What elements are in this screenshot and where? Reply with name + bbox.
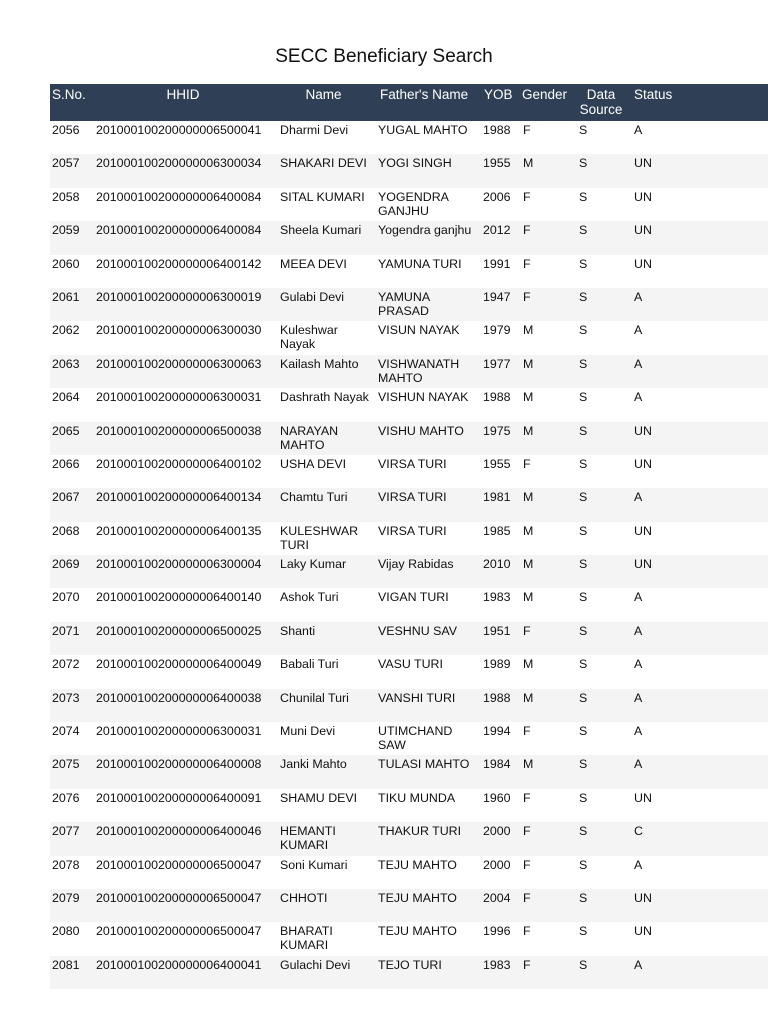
- cell-hhid: 201000100200000006500041: [96, 123, 262, 137]
- cell-name: SHAMU DEVI: [280, 790, 358, 805]
- cell-gender: M: [523, 657, 534, 672]
- cell-yob: 1984: [483, 757, 511, 772]
- cell-yob: 1955: [483, 456, 511, 471]
- cell-sno: 2079: [52, 890, 80, 905]
- cell-hhid: 201000100200000006300030: [96, 323, 262, 338]
- cell-sno: 2076: [52, 790, 80, 805]
- cell-gender: M: [523, 490, 534, 505]
- header-sno: S.No.: [52, 87, 86, 102]
- page-title: SECC Beneficiary Search: [275, 46, 493, 67]
- cell-data-source: S: [579, 223, 588, 238]
- table-row: [50, 522, 768, 555]
- cell-father-name: VIGAN TURI: [378, 590, 449, 605]
- cell-gender: M: [523, 590, 534, 605]
- cell-yob: 1975: [483, 423, 511, 438]
- table-row: [50, 655, 768, 688]
- cell-father-name: VIRSA TURI: [378, 456, 447, 471]
- table-row: [50, 188, 768, 221]
- cell-sno: 2067: [52, 490, 80, 505]
- cell-father-name: TEJO TURI: [378, 957, 442, 972]
- cell-hhid: 201000100200000006300031: [96, 390, 262, 405]
- cell-gender: F: [523, 289, 531, 304]
- cell-yob: 2000: [483, 857, 511, 872]
- cell-gender: F: [523, 890, 531, 905]
- cell-gender: M: [523, 156, 534, 171]
- cell-data-source: S: [579, 156, 588, 171]
- cell-status: A: [634, 757, 643, 772]
- cell-status: A: [634, 623, 643, 638]
- table-row: [50, 422, 768, 455]
- header-name: Name: [305, 87, 342, 102]
- cell-status: UN: [634, 890, 652, 905]
- cell-gender: F: [523, 456, 531, 471]
- cell-status: UN: [634, 189, 652, 204]
- header-hhid: HHID: [166, 87, 200, 102]
- cell-gender: F: [523, 623, 531, 638]
- cell-hhid: 201000100200000006400135: [96, 523, 262, 538]
- table-row: [50, 488, 768, 521]
- cell-name: Ashok Turi: [280, 590, 339, 605]
- cell-sno: 2056: [52, 123, 80, 137]
- cell-hhid: 201000100200000006500025: [96, 623, 262, 638]
- header-yob: YOB: [484, 87, 513, 102]
- cell-yob: 1955: [483, 156, 511, 171]
- cell-yob: 2010: [483, 557, 511, 572]
- table-row: [50, 288, 768, 321]
- table-row: [50, 789, 768, 822]
- cell-name: HEMANTI KUMARI: [280, 824, 336, 853]
- cell-data-source: S: [579, 590, 588, 605]
- cell-sno: 2070: [52, 590, 80, 605]
- table-row: [50, 922, 768, 955]
- cell-name: Laky Kumar: [280, 557, 347, 572]
- cell-father-name: VISHUN NAYAK: [378, 390, 469, 405]
- cell-father-name: YOGENDRA GANJHU: [378, 189, 449, 218]
- cell-sno: 2068: [52, 523, 80, 538]
- header-data-source: Data Source: [579, 87, 623, 117]
- cell-hhid: 201000100200000006400049: [96, 657, 262, 672]
- cell-father-name: TEJU MAHTO: [378, 924, 457, 939]
- cell-father-name: YOGI SINGH: [378, 156, 452, 171]
- cell-father-name: THAKUR TURI: [378, 824, 462, 839]
- cell-sno: 2073: [52, 690, 80, 705]
- cell-data-source: S: [579, 957, 588, 972]
- cell-yob: 1996: [483, 924, 511, 939]
- cell-yob: 1960: [483, 790, 511, 805]
- table-row: [50, 622, 768, 655]
- cell-sno: 2061: [52, 289, 80, 304]
- cell-status: UN: [634, 523, 652, 538]
- cell-status: A: [634, 123, 643, 137]
- cell-data-source: S: [579, 456, 588, 471]
- cell-name: Babali Turi: [280, 657, 339, 672]
- cell-yob: 1983: [483, 957, 511, 972]
- cell-sno: 2069: [52, 557, 80, 572]
- cell-sno: 2066: [52, 456, 80, 471]
- cell-father-name: Yogendra ganjhu: [378, 223, 472, 238]
- cell-father-name: VANSHI TURI: [378, 690, 456, 705]
- cell-sno: 2071: [52, 623, 80, 638]
- cell-gender: M: [523, 390, 534, 405]
- cell-gender: M: [523, 557, 534, 572]
- header-gender: Gender: [522, 87, 568, 102]
- cell-father-name: VIRSA TURI: [378, 523, 447, 538]
- cell-gender: M: [523, 423, 534, 438]
- cell-name: Muni Devi: [280, 724, 336, 739]
- cell-name: Kailash Mahto: [280, 356, 359, 371]
- cell-yob: 2004: [483, 890, 511, 905]
- cell-hhid: 201000100200000006300031: [96, 724, 262, 739]
- cell-father-name: VISHU MAHTO: [378, 423, 464, 438]
- cell-status: A: [634, 356, 643, 371]
- table-header: [50, 84, 768, 121]
- table-row: [50, 755, 768, 788]
- cell-data-source: S: [579, 757, 588, 772]
- cell-sno: 2065: [52, 423, 80, 438]
- cell-name: USHA DEVI: [280, 456, 347, 471]
- cell-hhid: 201000100200000006400134: [96, 490, 262, 505]
- cell-hhid: 201000100200000006400008: [96, 757, 262, 772]
- cell-status: A: [634, 724, 643, 739]
- cell-yob: 1991: [483, 256, 511, 271]
- table-row: [50, 555, 768, 588]
- cell-father-name: VISUN NAYAK: [378, 323, 460, 338]
- cell-father-name: VISHWANATH MAHTO: [378, 356, 460, 385]
- cell-status: UN: [634, 423, 652, 438]
- cell-yob: 1989: [483, 657, 511, 672]
- cell-sno: 2058: [52, 189, 80, 204]
- cell-status: UN: [634, 256, 652, 271]
- cell-hhid: 201000100200000006400046: [96, 824, 262, 839]
- table-body: [50, 121, 768, 989]
- cell-yob: 1981: [483, 490, 511, 505]
- cell-hhid: 201000100200000006400084: [96, 223, 262, 238]
- cell-name: Kuleshwar Nayak: [280, 323, 338, 352]
- cell-yob: 1947: [483, 289, 511, 304]
- cell-yob: 1988: [483, 390, 511, 405]
- cell-father-name: YUGAL MAHTO: [378, 123, 468, 137]
- cell-gender: F: [523, 223, 531, 238]
- cell-hhid: 201000100200000006300034: [96, 156, 262, 171]
- cell-yob: 2006: [483, 189, 511, 204]
- cell-data-source: S: [579, 790, 588, 805]
- cell-yob: 1979: [483, 323, 511, 338]
- cell-status: A: [634, 323, 643, 338]
- cell-gender: F: [523, 924, 531, 939]
- cell-gender: M: [523, 356, 534, 371]
- cell-data-source: S: [579, 490, 588, 505]
- table-row: [50, 255, 768, 288]
- cell-gender: M: [523, 323, 534, 338]
- table-row: [50, 355, 768, 388]
- cell-gender: F: [523, 123, 531, 137]
- cell-data-source: S: [579, 256, 588, 271]
- cell-sno: 2064: [52, 390, 80, 405]
- cell-yob: 1988: [483, 690, 511, 705]
- cell-sno: 2072: [52, 657, 80, 672]
- cell-data-source: S: [579, 356, 588, 371]
- cell-data-source: S: [579, 890, 588, 905]
- cell-sno: 2063: [52, 356, 80, 371]
- cell-yob: 1983: [483, 590, 511, 605]
- cell-data-source: S: [579, 123, 588, 137]
- cell-hhid: 201000100200000006400142: [96, 256, 262, 271]
- header-status: Status: [634, 87, 673, 102]
- cell-gender: M: [523, 757, 534, 772]
- cell-hhid: 201000100200000006400091: [96, 790, 262, 805]
- cell-father-name: VASU TURI: [378, 657, 443, 672]
- table-row: [50, 154, 768, 187]
- table-row: [50, 889, 768, 922]
- table-row: [50, 388, 768, 421]
- cell-name: CHHOTI: [280, 890, 328, 905]
- table-row: [50, 321, 768, 354]
- table-row: [50, 588, 768, 621]
- cell-name: Sheela Kumari: [280, 223, 362, 238]
- cell-hhid: 201000100200000006500047: [96, 924, 262, 939]
- cell-name: Gulachi Devi: [280, 957, 351, 972]
- cell-name: Dashrath Nayak: [280, 390, 369, 405]
- cell-name: Shanti: [280, 623, 316, 638]
- cell-sno: 2060: [52, 256, 80, 271]
- cell-name: BHARATI KUMARI: [280, 924, 333, 953]
- cell-data-source: S: [579, 824, 588, 839]
- cell-sno: 2057: [52, 156, 80, 171]
- cell-data-source: S: [579, 390, 588, 405]
- cell-father-name: TEJU MAHTO: [378, 857, 457, 872]
- cell-sno: 2078: [52, 857, 80, 872]
- cell-data-source: S: [579, 924, 588, 939]
- cell-name: Soni Kumari: [280, 857, 348, 872]
- table-row: [50, 221, 768, 254]
- table-row: [50, 121, 768, 154]
- cell-sno: 2077: [52, 824, 80, 839]
- cell-gender: F: [523, 857, 531, 872]
- cell-data-source: S: [579, 289, 588, 304]
- cell-data-source: S: [579, 857, 588, 872]
- cell-yob: 1994: [483, 724, 511, 739]
- cell-sno: 2074: [52, 724, 80, 739]
- cell-gender: F: [523, 957, 531, 972]
- table-row: [50, 956, 768, 989]
- cell-father-name: TULASI MAHTO: [378, 757, 470, 772]
- cell-name: MEEA DEVI: [280, 256, 347, 271]
- cell-name: KULESHWAR TURI: [280, 523, 359, 552]
- cell-name: SHAKARI DEVI: [280, 156, 367, 171]
- cell-status: UN: [634, 156, 652, 171]
- table-row: [50, 856, 768, 889]
- cell-status: UN: [634, 924, 652, 939]
- cell-data-source: S: [579, 690, 588, 705]
- cell-data-source: S: [579, 557, 588, 572]
- table-row: [50, 689, 768, 722]
- cell-data-source: S: [579, 189, 588, 204]
- cell-father-name: VIRSA TURI: [378, 490, 447, 505]
- cell-yob: 2012: [483, 223, 511, 238]
- cell-gender: F: [523, 824, 531, 839]
- cell-status: UN: [634, 456, 652, 471]
- cell-status: UN: [634, 223, 652, 238]
- cell-father-name: UTIMCHAND SAW: [378, 724, 453, 753]
- cell-yob: 2000: [483, 824, 511, 839]
- cell-hhid: 201000100200000006500047: [96, 890, 262, 905]
- cell-father-name: YAMUNA TURI: [378, 256, 462, 271]
- cell-hhid: 201000100200000006300063: [96, 356, 262, 371]
- cell-name: Chunilal Turi: [280, 690, 349, 705]
- cell-data-source: S: [579, 623, 588, 638]
- cell-gender: M: [523, 523, 534, 538]
- cell-data-source: S: [579, 423, 588, 438]
- cell-hhid: 201000100200000006500047: [96, 857, 262, 872]
- cell-yob: 1951: [483, 623, 511, 638]
- table-row: [50, 822, 768, 855]
- cell-hhid: 201000100200000006300019: [96, 289, 262, 304]
- cell-hhid: 201000100200000006300004: [96, 557, 262, 572]
- cell-name: Gulabi Devi: [280, 289, 345, 304]
- cell-gender: F: [523, 256, 531, 271]
- cell-gender: F: [523, 790, 531, 805]
- cell-gender: M: [523, 690, 534, 705]
- beneficiary-table: [50, 84, 768, 989]
- cell-hhid: 201000100200000006400084: [96, 189, 262, 204]
- cell-status: C: [634, 824, 643, 839]
- cell-father-name: TIKU MUNDA: [378, 790, 456, 805]
- cell-hhid: 201000100200000006500038: [96, 423, 262, 438]
- cell-hhid: 201000100200000006400038: [96, 690, 262, 705]
- cell-hhid: 201000100200000006400140: [96, 590, 262, 605]
- header-father-name: Father's Name: [380, 87, 469, 102]
- cell-name: Janki Mahto: [280, 757, 347, 772]
- table-row: [50, 722, 768, 755]
- cell-father-name: YAMUNA PRASAD: [378, 289, 430, 318]
- cell-status: A: [634, 590, 643, 605]
- cell-status: UN: [634, 790, 652, 805]
- cell-data-source: S: [579, 323, 588, 338]
- cell-data-source: S: [579, 523, 588, 538]
- cell-name: Dharmi Devi: [280, 123, 349, 137]
- cell-yob: 1985: [483, 523, 511, 538]
- cell-yob: 1988: [483, 123, 511, 137]
- cell-sno: 2080: [52, 924, 80, 939]
- cell-gender: F: [523, 189, 531, 204]
- cell-status: UN: [634, 557, 652, 572]
- cell-status: A: [634, 490, 643, 505]
- cell-father-name: TEJU MAHTO: [378, 890, 457, 905]
- cell-sno: 2062: [52, 323, 80, 338]
- table-row: [50, 455, 768, 488]
- cell-status: A: [634, 857, 643, 872]
- cell-gender: F: [523, 724, 531, 739]
- cell-hhid: 201000100200000006400102: [96, 456, 262, 471]
- cell-father-name: Vijay Rabidas: [378, 557, 454, 572]
- cell-status: A: [634, 657, 643, 672]
- cell-data-source: S: [579, 657, 588, 672]
- cell-name: NARAYAN MAHTO: [280, 423, 339, 452]
- cell-sno: 2059: [52, 223, 80, 238]
- cell-father-name: VESHNU SAV: [378, 623, 457, 638]
- cell-hhid: 201000100200000006400041: [96, 957, 262, 972]
- cell-status: A: [634, 957, 643, 972]
- cell-status: A: [634, 390, 643, 405]
- cell-data-source: S: [579, 724, 588, 739]
- cell-status: A: [634, 690, 643, 705]
- cell-name: Chamtu Turi: [280, 490, 348, 505]
- cell-yob: 1977: [483, 356, 511, 371]
- cell-sno: 2075: [52, 757, 80, 772]
- cell-sno: 2081: [52, 957, 80, 972]
- cell-status: A: [634, 289, 643, 304]
- cell-name: SITAL KUMARI: [280, 189, 365, 204]
